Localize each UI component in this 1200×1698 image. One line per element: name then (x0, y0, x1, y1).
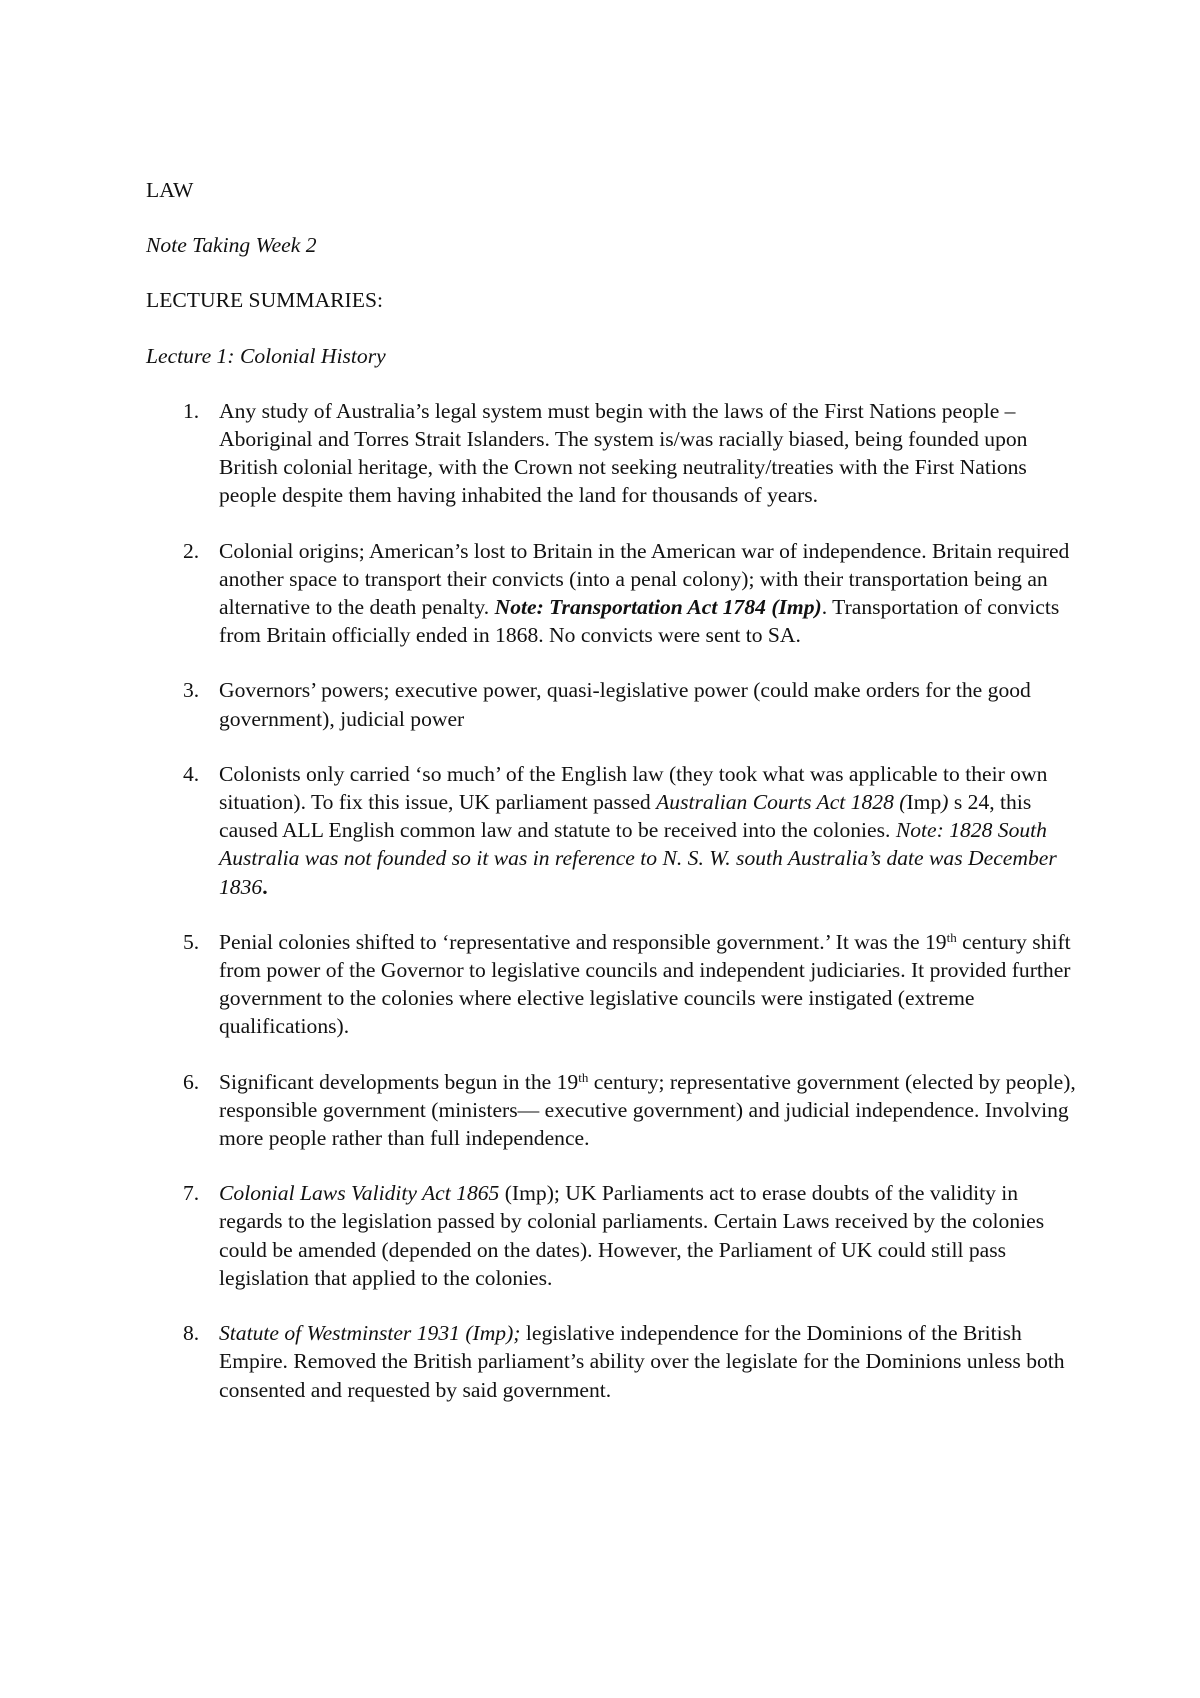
document-subtitle: Note Taking Week 2 (146, 233, 317, 258)
item-number: 7. (183, 1181, 200, 1206)
act-title: ) (941, 790, 949, 815)
list-item (146, 1179, 1076, 1292)
item-text: Penial colonies shifted to ‘representative and responsible government.’ It was the 19 (219, 929, 947, 954)
document-body (146, 176, 1076, 1431)
item-note-reference: Note: Transportation Act 1784 (Imp) (494, 595, 822, 620)
summary-list (146, 397, 1076, 1404)
item-text: century; representative government (elected by people), responsible government (ministers— executive government) and judicial independence. Involving more people rather than full independence. (219, 1069, 1076, 1151)
act-title: Australian Courts Act 1828 ( (656, 790, 907, 815)
item-text: Colonial origins; American’s lost to Britain in the American war of independence. Britain required another space to transport their convicts (into a penal colony); with their transportation being an alternative to the death penalty. (219, 538, 1070, 620)
item-text: century shift from power of the Governor to legislative councils and independent judiciaries. It provided further government to the colonies where elective legislative councils were instigated (extreme qualifications). (219, 929, 1071, 1039)
lecture-heading: Lecture 1: Colonial History (146, 343, 386, 368)
item-text: Significant developments begun in the 19 (219, 1069, 579, 1094)
item-number: 2. (183, 538, 200, 563)
item-text: s 24, this caused ALL English common law and statute to be received into the colonies. (219, 790, 1032, 843)
list-item (146, 760, 1076, 901)
item-text: Imp (906, 790, 942, 815)
list-item (146, 928, 1076, 1041)
ordinal-suffix: th (578, 1069, 589, 1085)
list-item (146, 676, 1076, 732)
item-text: . (262, 874, 268, 899)
document-title: LAW (146, 178, 194, 202)
item-text: Governors’ powers; executive power, quasi-legislative power (could make orders for the good government), judicial power (219, 678, 1031, 731)
section-heading: LECTURE SUMMARIES: (146, 288, 383, 313)
item-number: 6. (183, 1069, 200, 1094)
item-number: 1. (183, 398, 200, 423)
list-item (146, 397, 1076, 510)
item-number: 3. (183, 678, 200, 703)
item-text: legislative independence for the Dominions of the British Empire. Removed the British parliament’s ability over the legislate for the Dominions unless both consented and requested by said government. (219, 1321, 1065, 1402)
item-number: 8. (183, 1321, 200, 1346)
list-item (146, 537, 1076, 650)
item-number: 4. (183, 761, 200, 786)
act-title: Colonial Laws Validity Act 1865 (219, 1181, 500, 1206)
item-text: Colonists only carried ‘so much’ of the English law (they took what was applicable to their own situation). To fix this issue, UK parliament passed (219, 761, 1048, 815)
ordinal-suffix: th (946, 929, 957, 945)
list-item (146, 1319, 1076, 1404)
item-number: 5. (183, 929, 200, 954)
item-text: Any study of Australia’s legal system must begin with the laws of the First Nations people – Aboriginal and Torres Strait Islanders. The system is/was racially biased, being founded upon British colonial heritage, with the Crown not seeking neutrality/treaties with the First Nations people despite them having inhabited the land for thousands of years. (219, 398, 1028, 508)
list-item (146, 1068, 1076, 1153)
item-text: . Transportation of convicts from Britain officially ended in 1868. No convicts were sent to SA. (219, 595, 1060, 648)
item-note: Note: 1828 South Australia was not founded so it was in reference to N. S. W. south Australia’s date was December 1836 (219, 818, 1057, 899)
item-text: (Imp); UK Parliaments act to erase doubts of the validity in regards to the legislation passed by colonial parliaments. Certain Laws received by the colonies could be amended (depended on the dates). However, the Parliament of UK could still pass legislation that applied to the colonies. (219, 1181, 1045, 1290)
act-title: Statute of Westminster 1931 (Imp); (219, 1321, 521, 1346)
